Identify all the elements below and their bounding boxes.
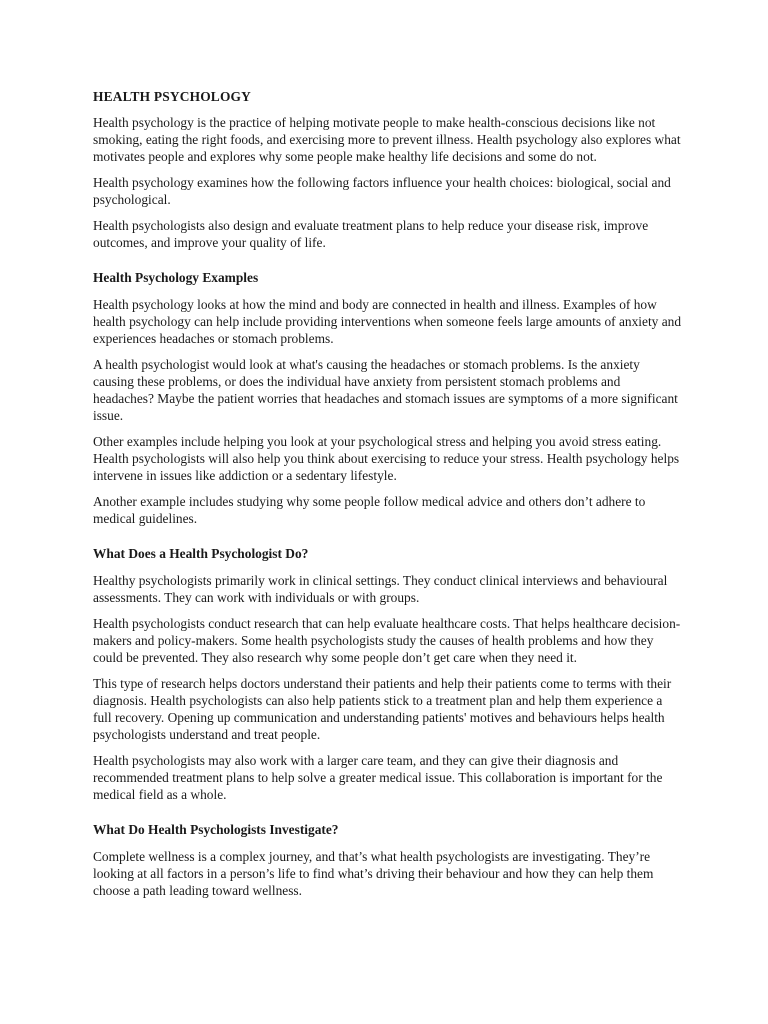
section-paragraph: Complete wellness is a complex journey, and that’s what health psychologists are investigating. They’re looking at all factors in a person’s life to find what’s driving their behaviour and how they can help them choose a path leading toward wellness. <box>93 849 654 898</box>
section-heading-investigate: What Do Health Psychologists Investigate? <box>93 822 339 837</box>
section-paragraph: Health psychologists may also work with a larger care team, and they can give their diagnosis and recommended treatment plans to help solve a greater medical issue. This collaboration is important for the medical field as a whole. <box>93 753 663 802</box>
section-paragraph: This type of research helps doctors understand their patients and help their patients come to terms with their diagnosis. Health psychologists can also help patients stick to a treatment plan and help them experience a full recovery. Opening up communication and understanding patients' motives and behaviours helps health psychologists understand and treat people. <box>93 676 672 742</box>
section-paragraph: Healthy psychologists primarily work in clinical settings. They conduct clinical interviews and behavioural assessments. They can work with individuals or with groups. <box>93 573 668 605</box>
section-paragraph: Health psychologists conduct research that can help evaluate healthcare costs. That helps healthcare decision-makers and policy-makers. Some health psychologists study the causes of health problems and how they could be prevented. They also research why some people don’t get care when they need it. <box>93 616 681 665</box>
section-paragraph: Another example includes studying why some people follow medical advice and others don’t adhere to medical guidelines. <box>93 494 646 526</box>
section-paragraph: Other examples include helping you look at your psychological stress and helping you avoid stress eating. Health psychologists will also help you think about exercising to reduce your stress. Health psychology helps intervene in issues like addiction or a sedentary lifestyle. <box>93 434 680 483</box>
intro-paragraph: Health psychology is the practice of helping motivate people to make health-conscious decisions like not smoking, eating the right foods, and exercising more to prevent illness. Health psychology also explores what motivates people and explores why some people make healthy life decisions and some do not. <box>93 115 681 164</box>
document-page <box>93 88 683 908</box>
intro-paragraph: Health psychology examines how the following factors influence your health choices: biological, social and psychological. <box>93 175 671 207</box>
intro-paragraph: Health psychologists also design and evaluate treatment plans to help reduce your disease risk, improve outcomes, and improve your quality of life. <box>93 218 649 250</box>
section-heading-examples: Health Psychology Examples <box>93 270 259 285</box>
document-title: HEALTH PSYCHOLOGY <box>93 89 252 104</box>
section-heading-what-does: What Does a Health Psychologist Do? <box>93 546 309 561</box>
section-paragraph: Health psychology looks at how the mind and body are connected in health and illness. Examples of how health psychology can help include providing interventions when someone feels large amounts of anxiety and experiences headaches or stomach problems. <box>93 297 682 346</box>
section-paragraph: A health psychologist would look at what's causing the headaches or stomach problems. Is the anxiety causing these problems, or does the individual have anxiety from persistent stomach problems and headaches? Maybe the patient worries that headaches and stomach issues are symptoms of a more significant issue. <box>93 357 678 423</box>
